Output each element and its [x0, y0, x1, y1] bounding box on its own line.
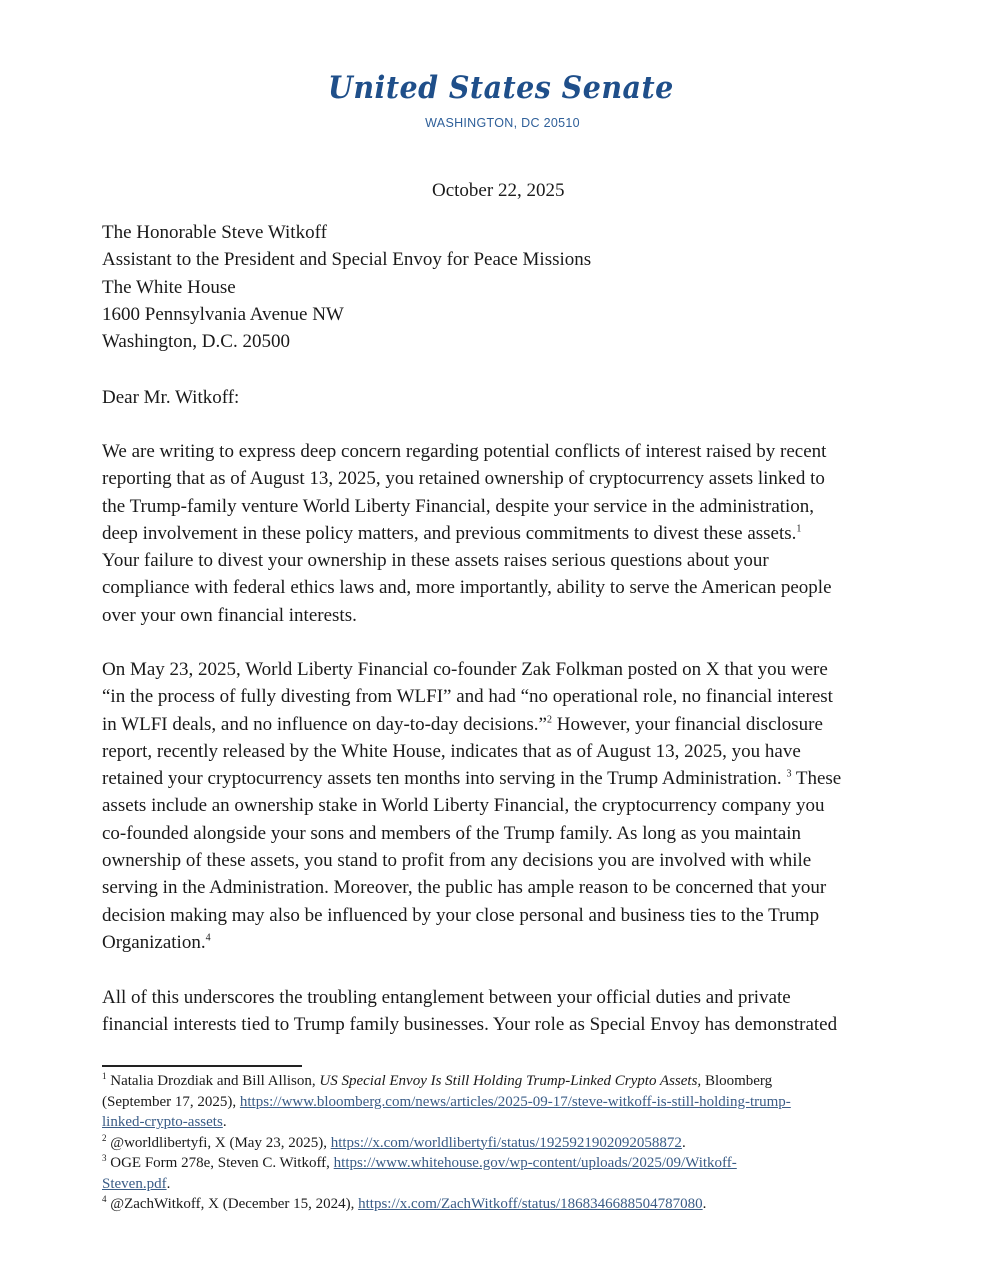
text-segment: retained your cryptocurrency assets ten months into serving in the Trump Administration.	[102, 768, 787, 790]
paragraph-1	[102, 438, 912, 629]
text-line: assets include an ownership stake in World Liberty Financial, the cryptocurrency company you	[102, 795, 825, 817]
footnote-link[interactable]: https://x.com/worldlibertyfi/status/1925921902092058872	[330, 1134, 682, 1151]
text-line: financial interests tied to Trump family businesses. Your role as Special Envoy has demonstrated	[102, 1014, 838, 1036]
footnote-text: @worldlibertyfi, X (May 23, 2025),	[106, 1134, 331, 1151]
paragraph-2	[102, 656, 912, 956]
footnote-1	[102, 1071, 902, 1133]
text-segment: Organization.	[102, 931, 206, 953]
letter-date: October 22, 2025	[432, 180, 565, 201]
footnote-link[interactable]: linked-crypto-assets	[102, 1114, 223, 1130]
address-line: The Honorable Steve Witkoff	[102, 222, 327, 243]
footnote-number: 2	[102, 1132, 107, 1143]
address-line: The White House	[102, 276, 236, 298]
address-line: 1600 Pennsylvania Avenue NW	[102, 303, 344, 325]
text-line: All of this underscores the troubling entanglement between your official duties and private	[102, 987, 791, 1008]
recipient-address	[102, 219, 912, 355]
footnote-text: OGE Form 278e, Steven C. Witkoff,	[106, 1155, 334, 1171]
text-line: over your own financial interests.	[102, 604, 357, 626]
salutation: Dear Mr. Witkoff:	[102, 387, 240, 408]
footnote-divider	[102, 1065, 302, 1067]
footnote-text: Bloomberg	[701, 1073, 773, 1089]
footnote-link[interactable]: https://www.bloomberg.com/news/articles/2025-09-17/steve-witkoff-is-still-holding-trump-	[239, 1093, 791, 1110]
text-line: We are writing to express deep concern regarding potential conflicts of interest raised by recent	[102, 441, 827, 462]
text-line: serving in the Administration. Moreover, the public has ample reason to be concerned that your	[102, 877, 827, 899]
text-line: On May 23, 2025, World Liberty Financial co-founder Zak Folkman posted on X that you were	[102, 659, 828, 680]
text-line: compliance with federal ethics laws and, more importantly, ability to serve the American people	[102, 577, 832, 599]
senate-title: United States Senate	[327, 70, 674, 106]
address-line: Assistant to the President and Special Envoy for Peace Missions	[102, 249, 592, 271]
footnote-ref-3[interactable]: 3	[786, 768, 792, 780]
footnote-link[interactable]: https://www.whitehouse.gov/wp-content/uploads/2025/09/Witkoff-	[333, 1155, 737, 1171]
text-line	[102, 711, 912, 738]
footnote-text: (September 17, 2025),	[102, 1093, 240, 1110]
text-line	[102, 520, 912, 547]
footnote-text: @ZachWitkoff, X (December 15, 2024),	[106, 1196, 359, 1212]
footnote-number: 1	[102, 1071, 107, 1081]
text-line: ownership of these assets, you stand to profit from any decisions you are involved with while	[102, 850, 812, 872]
text-line	[102, 929, 912, 956]
text-line: reporting that as of August 13, 2025, you retained ownership of cryptocurrency assets linked to	[102, 468, 825, 490]
text-line: the Trump-family venture World Liberty Financial, despite your service in the administration,	[102, 495, 815, 517]
text-line	[102, 765, 912, 792]
text-line: co-founded alongside your sons and members of the Trump family. As long as you maintain	[102, 822, 802, 844]
footnote-ref-2[interactable]: 2	[546, 714, 552, 726]
footnote-2	[102, 1133, 902, 1154]
footnote-text: .	[166, 1175, 171, 1192]
footnote-link[interactable]: https://x.com/ZachWitkoff/status/1868346688504787080	[358, 1196, 703, 1212]
text-line: Your failure to divest your ownership in these assets raises serious questions about your	[102, 550, 769, 572]
footnote-number: 4	[102, 1194, 107, 1204]
text-line: report, recently released by the White House, indicates that as of August 13, 2025, you have	[102, 740, 801, 762]
letterhead	[0, 68, 1001, 130]
footnote-text: .	[702, 1196, 707, 1212]
senate-address: WASHINGTON, DC 20510	[425, 116, 580, 130]
footnote-3	[102, 1153, 902, 1194]
footnote-link[interactable]: Steven.pdf	[102, 1175, 167, 1192]
article-title: US Special Envoy Is Still Holding Trump-Linked Crypto Assets,	[319, 1073, 702, 1089]
text-segment: deep involvement in these policy matters, and previous commitments to divest these assets.	[102, 522, 797, 544]
text-segment: However, your financial disclosure	[551, 713, 823, 735]
paragraph-3	[102, 984, 912, 1039]
footnote-number: 3	[102, 1153, 107, 1163]
text-segment: in WLFI deals, and no influence on day-to-day decisions.”	[102, 713, 547, 735]
footnote-text: Natalia Drozdiak and Bill Allison,	[106, 1073, 320, 1089]
footnote-ref-4[interactable]: 4	[205, 932, 211, 944]
text-segment: These	[791, 768, 842, 790]
footnote-ref-1[interactable]: 1	[796, 523, 802, 535]
text-line: “in the process of fully divesting from WLFI” and had “no operational role, no financial interest	[102, 686, 833, 708]
footnotes	[102, 1071, 902, 1215]
footnote-text: .	[222, 1114, 227, 1130]
footnote-4	[102, 1194, 902, 1215]
footnote-text: .	[681, 1134, 686, 1151]
text-line: decision making may also be influenced by your close personal and business ties to the Trump	[102, 904, 820, 926]
address-line: Washington, D.C. 20500	[102, 331, 290, 353]
